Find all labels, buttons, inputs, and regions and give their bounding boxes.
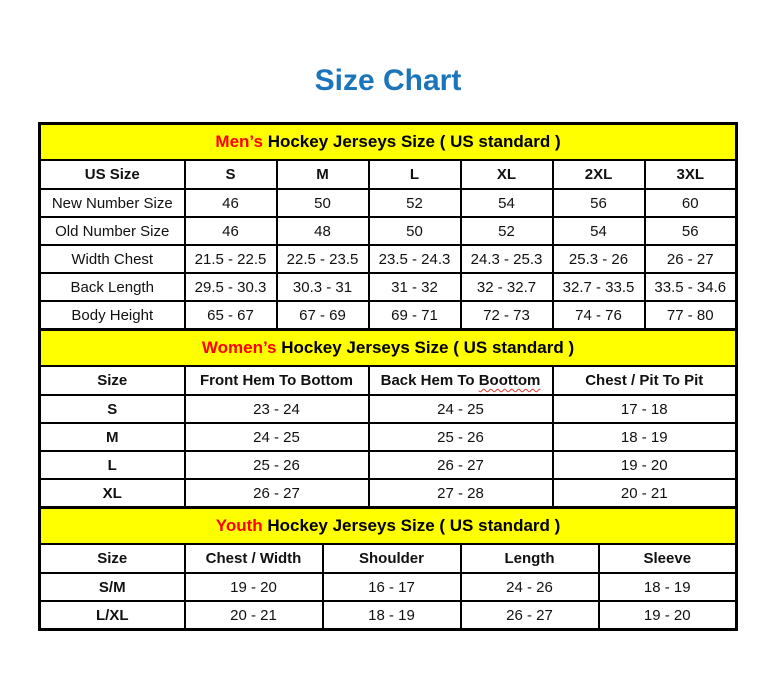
womens-banner-highlight: Women’s <box>201 338 277 357</box>
table-cell: 24.3 - 25.3 <box>461 245 553 273</box>
page-title: Size Chart <box>314 64 462 97</box>
column-header: 2XL <box>553 160 645 189</box>
column-header: Sleeve <box>599 544 737 573</box>
table-cell: 56 <box>645 217 737 245</box>
table-cell: 27 - 28 <box>369 479 553 508</box>
column-header: Size <box>40 544 185 573</box>
womens-banner-cell <box>40 330 737 367</box>
size-tables-container <box>38 122 735 631</box>
table-cell: 24 - 25 <box>369 395 553 423</box>
column-header: Size <box>40 366 185 395</box>
table-cell: 21.5 - 22.5 <box>185 245 277 273</box>
table-cell: 72 - 73 <box>461 301 553 330</box>
mens-banner-cell <box>40 124 737 161</box>
mens-banner-text: Hockey Jerseys Size ( US standard ) <box>262 132 561 151</box>
row-label: S <box>40 395 185 423</box>
column-header: XL <box>461 160 553 189</box>
table-row <box>40 423 737 451</box>
row-label: Width Chest <box>40 245 185 273</box>
column-header: Front Hem To Bottom <box>185 366 369 395</box>
table-cell: 31 - 32 <box>369 273 461 301</box>
table-cell: 77 - 80 <box>645 301 737 330</box>
table-cell: 17 - 18 <box>553 395 737 423</box>
table-cell: 25.3 - 26 <box>553 245 645 273</box>
misspelled-word: Boottom <box>478 372 541 389</box>
table-cell: 26 - 27 <box>645 245 737 273</box>
row-label: Old Number Size <box>40 217 185 245</box>
youth-column-header-row <box>40 544 737 573</box>
mens-banner-highlight: Men’s <box>215 132 263 151</box>
table-row <box>40 217 737 245</box>
table-cell: 26 - 27 <box>185 479 369 508</box>
table-cell: 69 - 71 <box>369 301 461 330</box>
table-cell: 20 - 21 <box>185 601 323 630</box>
mens-column-header-row <box>40 160 737 189</box>
table-cell: 18 - 19 <box>553 423 737 451</box>
table-cell: 50 <box>277 189 369 217</box>
table-cell: 26 - 27 <box>461 601 599 630</box>
column-header-text: Back Hem To <box>380 372 475 389</box>
table-cell: 19 - 20 <box>553 451 737 479</box>
table-cell: 54 <box>461 189 553 217</box>
table-cell: 16 - 17 <box>323 573 461 601</box>
table-cell: 50 <box>369 217 461 245</box>
row-label: L <box>40 451 185 479</box>
table-cell: 60 <box>645 189 737 217</box>
table-cell: 26 - 27 <box>369 451 553 479</box>
table-cell: 46 <box>185 189 277 217</box>
table-cell: 32 - 32.7 <box>461 273 553 301</box>
table-cell: 65 - 67 <box>185 301 277 330</box>
womens-banner-text: Hockey Jerseys Size ( US standard ) <box>276 338 575 357</box>
table-row <box>40 189 737 217</box>
row-label: M <box>40 423 185 451</box>
table-cell: 33.5 - 34.6 <box>645 273 737 301</box>
table-cell: 74 - 76 <box>553 301 645 330</box>
youth-size-table <box>38 506 738 631</box>
row-label: Body Height <box>40 301 185 330</box>
row-label: S/M <box>40 573 185 601</box>
table-cell: 22.5 - 23.5 <box>277 245 369 273</box>
row-label: Back Length <box>40 273 185 301</box>
row-label: New Number Size <box>40 189 185 217</box>
table-cell: 24 - 25 <box>185 423 369 451</box>
youth-banner-cell <box>40 508 737 545</box>
column-header: US Size <box>40 160 185 189</box>
table-row <box>40 573 737 601</box>
table-row <box>40 301 737 330</box>
column-header: Chest / Width <box>185 544 323 573</box>
youth-banner-text: Hockey Jerseys Size ( US standard ) <box>262 516 561 535</box>
table-cell: 46 <box>185 217 277 245</box>
youth-table-banner <box>40 508 737 545</box>
table-cell: 32.7 - 33.5 <box>553 273 645 301</box>
table-cell: 20 - 21 <box>553 479 737 508</box>
column-header: M <box>277 160 369 189</box>
table-row <box>40 451 737 479</box>
column-header: Chest / Pit To Pit <box>553 366 737 395</box>
column-header: S <box>185 160 277 189</box>
table-cell: 23 - 24 <box>185 395 369 423</box>
table-cell: 24 - 26 <box>461 573 599 601</box>
table-cell: 29.5 - 30.3 <box>185 273 277 301</box>
table-row <box>40 479 737 508</box>
column-header <box>369 366 553 395</box>
mens-size-table <box>38 122 738 331</box>
table-cell: 25 - 26 <box>369 423 553 451</box>
table-cell: 23.5 - 24.3 <box>369 245 461 273</box>
table-cell: 25 - 26 <box>185 451 369 479</box>
womens-table-banner <box>40 330 737 367</box>
row-label: XL <box>40 479 185 508</box>
womens-column-header-row <box>40 366 737 395</box>
womens-size-table <box>38 328 738 509</box>
table-cell: 30.3 - 31 <box>277 273 369 301</box>
youth-banner-highlight: Youth <box>215 516 263 535</box>
column-header: L <box>369 160 461 189</box>
column-header: Length <box>461 544 599 573</box>
column-header: 3XL <box>645 160 737 189</box>
table-cell: 52 <box>461 217 553 245</box>
table-cell: 18 - 19 <box>599 573 737 601</box>
table-cell: 52 <box>369 189 461 217</box>
row-label: L/XL <box>40 601 185 630</box>
mens-table-banner <box>40 124 737 161</box>
table-cell: 19 - 20 <box>185 573 323 601</box>
table-row <box>40 601 737 630</box>
table-cell: 48 <box>277 217 369 245</box>
column-header: Shoulder <box>323 544 461 573</box>
table-row <box>40 245 737 273</box>
table-cell: 56 <box>553 189 645 217</box>
table-row <box>40 395 737 423</box>
table-cell: 67 - 69 <box>277 301 369 330</box>
table-cell: 19 - 20 <box>599 601 737 630</box>
table-cell: 54 <box>553 217 645 245</box>
table-row <box>40 273 737 301</box>
table-cell: 18 - 19 <box>323 601 461 630</box>
